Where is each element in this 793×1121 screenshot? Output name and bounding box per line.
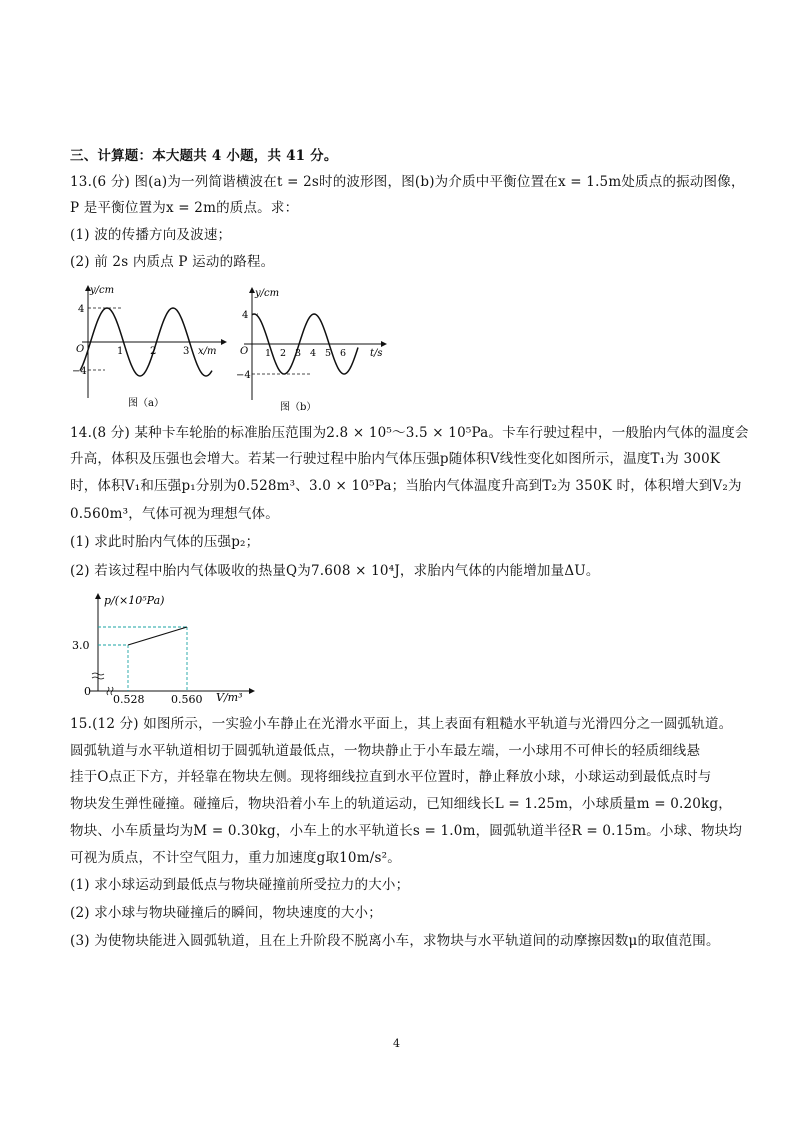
fig-pv-process-line bbox=[128, 627, 187, 645]
q15-sub-3: (3) 为使物块能进入圆弧轨道，且在上升阶段不脱离小车，求物块与水平轨道间的动摩擦因数μ的取值范围。 bbox=[70, 933, 720, 949]
q15-sub-2: (2) 求小球与物块碰撞后的瞬间，物块速度的大小； bbox=[70, 905, 382, 921]
q15-line-5: 物块、小车质量均为M = 0.30kg，小车上的水平轨道长s = 1.0m，圆弧轨道半径R = 0.15m。小球、物块均 bbox=[70, 823, 743, 839]
fig-a-y-min: −4 bbox=[72, 366, 87, 377]
q15-line-6: 可视为质点，不计空气阻力，重力加速度g取10m/s²。 bbox=[70, 850, 401, 866]
fig-a-y-label: y/cm bbox=[90, 285, 115, 296]
fig-b-tick-6: 6 bbox=[340, 348, 347, 359]
fig-b-y-max: 4 bbox=[242, 310, 249, 321]
fig-b-tick-3: 3 bbox=[295, 348, 302, 359]
fig-a-x-label: x/m bbox=[198, 346, 217, 357]
fig-a-origin: O bbox=[76, 344, 85, 355]
q14-line-3: 时，体积V₁和压强p₁分别为0.528m³、3.0 × 10⁵Pa；当胎内气体温度升高到T₂为 350K 时，体积增大到V₂为 bbox=[70, 478, 742, 494]
fig-a-caption: 图（a） bbox=[128, 398, 164, 409]
q14-line-4: 0.560m³，气体可视为理想气体。 bbox=[70, 506, 279, 522]
fig-b-tick-4: 4 bbox=[310, 348, 317, 359]
fig-b-y-label: y/cm bbox=[255, 288, 280, 299]
fig-pv-y-tick: 3.0 bbox=[72, 639, 90, 652]
q15-line-2: 圆弧轨道与水平轨道相切于圆弧轨道最低点，一物块静止于小车最左端，一小球用不可伸长的轻质细线悬 bbox=[70, 743, 701, 759]
fig-b-origin: O bbox=[240, 346, 249, 357]
page-number: 4 bbox=[393, 1037, 400, 1050]
fig-pv-x-label: V/m³ bbox=[216, 691, 243, 704]
fig-pv-origin: 0 bbox=[84, 685, 91, 698]
fig-b-tick-2: 2 bbox=[280, 348, 287, 359]
q13-sub-1: (1) 波的传播方向及波速； bbox=[70, 227, 232, 243]
q13-sub-2: (2) 前 2s 内质点 P 运动的路程。 bbox=[70, 254, 275, 270]
fig-a-tick-3: 3 bbox=[183, 346, 190, 357]
fig-pv-y-label: p/(×10⁵Pa) bbox=[104, 594, 165, 607]
fig-pv-x-tick-1: 0.528 bbox=[113, 693, 145, 706]
fig-b-tick-5: 5 bbox=[325, 348, 332, 359]
q14-line-1: 14.(8 分) 某种卡车轮胎的标准胎压范围为2.8 × 10⁵～3.5 × 10⁵Pa。卡车行驶过程中，一般胎内气体的温度会 bbox=[70, 425, 749, 441]
q13-line-1: 13.(6 分) 图(a)为一列简谐横波在t = 2s时的波形图，图(b)为介质中平衡位置在x = 1.5m处质点的振动图像， bbox=[70, 174, 745, 190]
fig-a-tick-2: 2 bbox=[150, 346, 157, 357]
section-heading: 三、计算题：本大题共 4 小题，共 41 分。 bbox=[70, 148, 338, 164]
q14-line-2: 升高，体积及压强也会增大。若某一行驶过程中胎内气体压强p随体积V线性变化如图所示，温度T₁为 300K bbox=[70, 451, 721, 467]
q14-sub-1: (1) 求此时胎内气体的压强p₂； bbox=[70, 534, 260, 550]
fig-a-y-max: 4 bbox=[78, 304, 85, 315]
figure-b-vibration-graph bbox=[230, 282, 390, 421]
fig-pv-x-tick-2: 0.560 bbox=[171, 693, 203, 706]
q13-line-2: P 是平衡位置为x = 2m的质点。求： bbox=[70, 200, 299, 216]
fig-b-caption: 图（b） bbox=[280, 402, 317, 413]
fig-b-x-label: t/s bbox=[370, 348, 383, 359]
fig-b-y-min: −4 bbox=[236, 370, 251, 381]
figure-pv-graph bbox=[70, 588, 260, 712]
q15-line-1: 15.(12 分) 如图所示，一实验小车静止在光滑水平面上，其上表面有粗糙水平轨道与光滑四分之一圆弧轨道。 bbox=[70, 716, 733, 732]
figure-a-wave-graph bbox=[70, 280, 230, 419]
q15-sub-1: (1) 求小球运动到最低点与物块碰撞前所受拉力的大小； bbox=[70, 877, 410, 893]
q15-line-3: 挂于O点正下方，并轻靠在物块左侧。现将细线拉直到水平位置时，静止释放小球，小球运动到最低点时与 bbox=[70, 769, 712, 785]
fig-a-tick-1: 1 bbox=[117, 346, 124, 357]
q15-line-4: 物块发生弹性碰撞。碰撞后，物块沿着小车上的轨道运动，已知细线长L = 1.25m，小球质量m = 0.20kg， bbox=[70, 796, 732, 812]
fig-b-tick-1: 1 bbox=[265, 348, 272, 359]
q14-sub-2: (2) 若该过程中胎内气体吸收的热量Q为7.608 × 10⁴J，求胎内气体的内能增加量ΔU。 bbox=[70, 563, 600, 579]
